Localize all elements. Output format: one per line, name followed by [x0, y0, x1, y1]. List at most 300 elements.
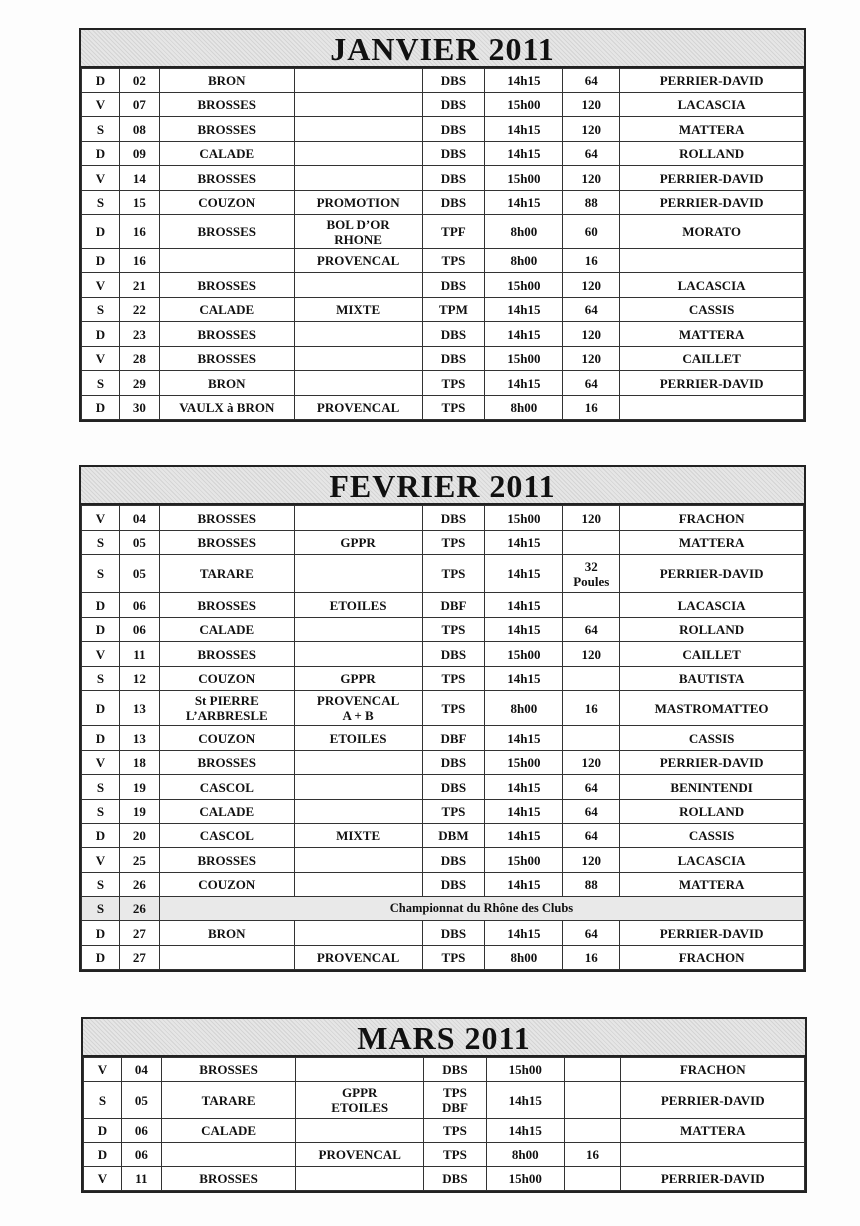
cell-type: DBS — [422, 775, 485, 800]
cell-day: S — [84, 1082, 122, 1119]
cell-day: S — [82, 371, 120, 396]
table-row — [82, 642, 804, 667]
cell-event: PROMOTION — [294, 191, 422, 215]
cell-place: BROSSES — [159, 347, 294, 371]
cell-time: 15h00 — [485, 642, 563, 667]
cell-teams — [564, 1058, 621, 1082]
cell-place: VAULX à BRON — [159, 396, 294, 420]
table-row — [82, 322, 804, 347]
cell-place: BROSSES — [159, 322, 294, 347]
cell-arbiter: MATTERA — [620, 531, 804, 555]
cell-type: TPS — [422, 618, 485, 642]
cell-type: TPS — [422, 371, 485, 396]
cell-teams: 120 — [563, 166, 620, 191]
cell-type: DBS — [422, 873, 485, 897]
cell-type: DBS — [422, 273, 485, 298]
cell-date: 11 — [119, 642, 159, 667]
cell-day: S — [82, 897, 120, 921]
cell-event — [294, 69, 422, 93]
cell-time: 15h00 — [485, 273, 563, 298]
cell-teams: 120 — [563, 322, 620, 347]
cell-time: 14h15 — [485, 921, 563, 946]
cell-day: D — [82, 249, 120, 273]
cell-day: V — [84, 1167, 122, 1191]
cell-arbiter: CAILLET — [620, 642, 804, 667]
cell-type: DBS — [422, 142, 485, 166]
cell-arbiter: CAILLET — [620, 347, 804, 371]
cell-time: 14h15 — [485, 873, 563, 897]
cell-day: S — [82, 800, 120, 824]
cell-type: DBS — [422, 322, 485, 347]
cell-place — [161, 1143, 296, 1167]
cell-place — [159, 946, 294, 970]
cell-date: 07 — [119, 93, 159, 117]
cell-time: 8h00 — [486, 1143, 564, 1167]
table-row — [82, 921, 804, 946]
month-fevrier — [79, 465, 806, 972]
cell-day: D — [82, 142, 120, 166]
cell-date: 05 — [119, 555, 159, 593]
table-row — [82, 873, 804, 897]
month-janvier — [79, 28, 806, 422]
cell-date: 11 — [121, 1167, 161, 1191]
cell-arbiter: PERRIER-DAVID — [620, 751, 804, 775]
cell-teams — [563, 531, 620, 555]
table-row — [82, 824, 804, 848]
cell-place: BROSSES — [159, 848, 294, 873]
cell-type: TPS — [422, 946, 485, 970]
cell-event: GPPR ETOILES — [296, 1082, 424, 1119]
cell-time: 14h15 — [485, 69, 563, 93]
cell-event — [294, 618, 422, 642]
cell-day: S — [82, 775, 120, 800]
cell-date: 04 — [121, 1058, 161, 1082]
cell-event — [294, 848, 422, 873]
cell-day: D — [82, 618, 120, 642]
cell-event — [294, 751, 422, 775]
cell-arbiter — [620, 249, 804, 273]
cell-time: 14h15 — [485, 371, 563, 396]
cell-day: S — [82, 667, 120, 691]
cell-type: DBS — [422, 751, 485, 775]
cell-event: PROVENCAL A + B — [294, 691, 422, 726]
cell-type: TPS — [422, 531, 485, 555]
cell-teams: 64 — [563, 824, 620, 848]
cell-date: 20 — [119, 824, 159, 848]
cell-day: S — [82, 191, 120, 215]
cell-event — [294, 117, 422, 142]
cell-date: 28 — [119, 347, 159, 371]
cell-teams: 64 — [563, 298, 620, 322]
championship-note: Championnat du Rhône des Clubs — [159, 897, 803, 921]
cell-event — [294, 921, 422, 946]
month-title: FEVRIER 2011 — [81, 467, 804, 505]
cell-type: DBS — [422, 166, 485, 191]
cell-day: D — [82, 946, 120, 970]
table-row — [82, 800, 804, 824]
cell-type: TPF — [422, 215, 485, 249]
cell-arbiter: FRACHON — [620, 946, 804, 970]
table-row — [82, 347, 804, 371]
schedule-table — [81, 68, 804, 420]
cell-teams: 64 — [563, 775, 620, 800]
cell-place: CALADE — [159, 800, 294, 824]
cell-type: TPS — [422, 800, 485, 824]
cell-place: TARARE — [161, 1082, 296, 1119]
cell-day: D — [82, 215, 120, 249]
table-row — [82, 298, 804, 322]
cell-date: 22 — [119, 298, 159, 322]
cell-teams: 16 — [564, 1143, 621, 1167]
cell-place: BRON — [159, 69, 294, 93]
cell-date: 08 — [119, 117, 159, 142]
cell-event: GPPR — [294, 667, 422, 691]
table-row — [84, 1082, 805, 1119]
cell-type: DBS — [424, 1058, 487, 1082]
cell-arbiter: CASSIS — [620, 726, 804, 751]
cell-date: 09 — [119, 142, 159, 166]
month-mars — [81, 1017, 807, 1193]
cell-day: D — [82, 322, 120, 347]
cell-day: V — [82, 751, 120, 775]
cell-arbiter: ROLLAND — [620, 142, 804, 166]
cell-date: 06 — [121, 1143, 161, 1167]
cell-time: 15h00 — [486, 1058, 564, 1082]
cell-date: 06 — [121, 1119, 161, 1143]
cell-type: TPM — [422, 298, 485, 322]
cell-day: V — [82, 347, 120, 371]
cell-date: 25 — [119, 848, 159, 873]
cell-event — [294, 642, 422, 667]
cell-arbiter: PERRIER-DAVID — [620, 371, 804, 396]
table-row — [82, 69, 804, 93]
cell-day: D — [82, 69, 120, 93]
cell-teams: 32 Poules — [563, 555, 620, 593]
cell-event: MIXTE — [294, 824, 422, 848]
cell-place: BROSSES — [161, 1167, 296, 1191]
cell-arbiter: LACASCIA — [620, 593, 804, 618]
cell-time: 14h15 — [485, 298, 563, 322]
cell-event: BOL D’OR RHONE — [294, 215, 422, 249]
cell-arbiter: CASSIS — [620, 298, 804, 322]
cell-event — [294, 166, 422, 191]
cell-type: DBS — [424, 1167, 487, 1191]
cell-day: S — [82, 298, 120, 322]
table-row — [82, 93, 804, 117]
cell-time: 14h15 — [486, 1119, 564, 1143]
cell-arbiter: MATTERA — [620, 117, 804, 142]
table-row — [82, 531, 804, 555]
cell-time: 14h15 — [485, 555, 563, 593]
cell-arbiter: LACASCIA — [620, 273, 804, 298]
cell-date: 13 — [119, 726, 159, 751]
cell-event — [294, 347, 422, 371]
cell-event — [296, 1119, 424, 1143]
cell-teams: 120 — [563, 347, 620, 371]
cell-date: 29 — [119, 371, 159, 396]
cell-teams: 16 — [563, 249, 620, 273]
cell-teams: 88 — [563, 191, 620, 215]
cell-day: S — [82, 531, 120, 555]
cell-time: 15h00 — [486, 1167, 564, 1191]
cell-place: CALADE — [159, 298, 294, 322]
cell-time: 14h15 — [485, 142, 563, 166]
cell-date: 18 — [119, 751, 159, 775]
cell-type: DBS — [422, 506, 485, 531]
cell-teams: 64 — [563, 921, 620, 946]
cell-place: BROSSES — [161, 1058, 296, 1082]
cell-arbiter: PERRIER-DAVID — [620, 555, 804, 593]
cell-type: DBS — [422, 921, 485, 946]
cell-date: 13 — [119, 691, 159, 726]
cell-time: 14h15 — [485, 824, 563, 848]
cell-teams: 120 — [563, 117, 620, 142]
cell-type: TPS — [424, 1119, 487, 1143]
table-row — [82, 667, 804, 691]
cell-teams: 64 — [563, 800, 620, 824]
cell-time: 15h00 — [485, 166, 563, 191]
cell-time: 15h00 — [485, 93, 563, 117]
cell-event — [294, 322, 422, 347]
cell-day: V — [82, 166, 120, 191]
cell-place: CALADE — [159, 618, 294, 642]
cell-type: TPS — [422, 691, 485, 726]
cell-teams — [564, 1167, 621, 1191]
cell-time: 14h15 — [485, 531, 563, 555]
cell-arbiter: PERRIER-DAVID — [621, 1167, 805, 1191]
cell-place: TARARE — [159, 555, 294, 593]
cell-arbiter: MATTERA — [620, 322, 804, 347]
cell-date: 21 — [119, 273, 159, 298]
cell-event — [294, 555, 422, 593]
schedule-table — [81, 505, 804, 970]
cell-time: 14h15 — [485, 191, 563, 215]
cell-type: TPS — [422, 555, 485, 593]
cell-date: 05 — [121, 1082, 161, 1119]
month-title: JANVIER 2011 — [81, 30, 804, 68]
cell-place: BROSSES — [159, 215, 294, 249]
cell-day: V — [82, 642, 120, 667]
cell-teams — [563, 667, 620, 691]
cell-place: BROSSES — [159, 642, 294, 667]
cell-event — [294, 873, 422, 897]
cell-time: 14h15 — [485, 618, 563, 642]
cell-day: D — [84, 1119, 122, 1143]
cell-date: 15 — [119, 191, 159, 215]
table-row — [82, 751, 804, 775]
cell-place: COUZON — [159, 873, 294, 897]
cell-day: S — [82, 555, 120, 593]
cell-type: TPS — [422, 249, 485, 273]
cell-teams — [564, 1119, 621, 1143]
table-row — [82, 775, 804, 800]
cell-teams: 64 — [563, 371, 620, 396]
table-row — [82, 215, 804, 249]
table-row — [82, 166, 804, 191]
cell-date: 12 — [119, 667, 159, 691]
cell-event — [294, 142, 422, 166]
cell-type: DBS — [422, 191, 485, 215]
cell-arbiter: MASTROMATTEO — [620, 691, 804, 726]
cell-arbiter — [621, 1143, 805, 1167]
cell-teams: 16 — [563, 946, 620, 970]
cell-type: TPS — [422, 667, 485, 691]
cell-time: 14h15 — [486, 1082, 564, 1119]
cell-type: DBF — [422, 726, 485, 751]
cell-place: BROSSES — [159, 117, 294, 142]
cell-day: D — [84, 1143, 122, 1167]
cell-teams: 16 — [563, 396, 620, 420]
table-row — [84, 1167, 805, 1191]
cell-date: 23 — [119, 322, 159, 347]
cell-day: V — [82, 93, 120, 117]
cell-time: 8h00 — [485, 249, 563, 273]
table-row — [82, 506, 804, 531]
cell-time: 14h15 — [485, 322, 563, 347]
cell-place: COUZON — [159, 667, 294, 691]
cell-date: 27 — [119, 921, 159, 946]
cell-teams: 120 — [563, 642, 620, 667]
cell-arbiter: MATTERA — [620, 873, 804, 897]
cell-teams — [564, 1082, 621, 1119]
cell-teams — [563, 593, 620, 618]
cell-arbiter: PERRIER-DAVID — [620, 921, 804, 946]
cell-teams: 120 — [563, 751, 620, 775]
table-row — [82, 249, 804, 273]
cell-arbiter: PERRIER-DAVID — [620, 191, 804, 215]
cell-teams: 120 — [563, 273, 620, 298]
cell-time: 14h15 — [485, 667, 563, 691]
cell-time: 15h00 — [485, 848, 563, 873]
cell-time: 14h15 — [485, 593, 563, 618]
cell-arbiter: LACASCIA — [620, 848, 804, 873]
cell-day: D — [82, 726, 120, 751]
cell-teams: 120 — [563, 848, 620, 873]
cell-date: 19 — [119, 775, 159, 800]
cell-day: V — [82, 848, 120, 873]
table-row — [82, 396, 804, 420]
cell-time: 8h00 — [485, 946, 563, 970]
cell-day: D — [82, 593, 120, 618]
cell-teams: 64 — [563, 618, 620, 642]
cell-arbiter: LACASCIA — [620, 93, 804, 117]
cell-type: DBM — [422, 824, 485, 848]
cell-type: DBF — [422, 593, 485, 618]
cell-event: MIXTE — [294, 298, 422, 322]
table-row — [82, 726, 804, 751]
cell-teams: 60 — [563, 215, 620, 249]
table-row — [82, 142, 804, 166]
table-row — [82, 555, 804, 593]
table-row — [84, 1143, 805, 1167]
cell-date: 06 — [119, 593, 159, 618]
cell-date: 19 — [119, 800, 159, 824]
table-row — [82, 618, 804, 642]
cell-day: D — [82, 921, 120, 946]
cell-event: PROVENCAL — [294, 396, 422, 420]
cell-event — [294, 371, 422, 396]
cell-arbiter: CASSIS — [620, 824, 804, 848]
cell-teams: 16 — [563, 691, 620, 726]
cell-place: BROSSES — [159, 593, 294, 618]
cell-event: PROVENCAL — [296, 1143, 424, 1167]
cell-arbiter: ROLLAND — [620, 618, 804, 642]
table-row — [84, 1058, 805, 1082]
cell-event: ETOILES — [294, 726, 422, 751]
cell-type: TPS — [422, 396, 485, 420]
cell-arbiter: PERRIER-DAVID — [620, 166, 804, 191]
cell-event: PROVENCAL — [294, 249, 422, 273]
table-row — [82, 117, 804, 142]
cell-event — [294, 93, 422, 117]
cell-teams: 64 — [563, 142, 620, 166]
table-row — [82, 273, 804, 298]
cell-place: BROSSES — [159, 531, 294, 555]
table-row — [82, 191, 804, 215]
cell-date: 30 — [119, 396, 159, 420]
cell-type: DBS — [422, 848, 485, 873]
cell-arbiter: BENINTENDI — [620, 775, 804, 800]
cell-event: ETOILES — [294, 593, 422, 618]
table-row — [82, 848, 804, 873]
cell-time: 15h00 — [485, 751, 563, 775]
cell-type: DBS — [422, 642, 485, 667]
cell-arbiter: FRACHON — [620, 506, 804, 531]
table-row — [82, 897, 804, 921]
table-row — [82, 691, 804, 726]
cell-teams: 120 — [563, 93, 620, 117]
cell-place: CASCOL — [159, 824, 294, 848]
cell-date: 26 — [119, 897, 159, 921]
cell-place: COUZON — [159, 191, 294, 215]
table-row — [82, 593, 804, 618]
cell-place: BROSSES — [159, 751, 294, 775]
cell-day: D — [82, 691, 120, 726]
cell-place — [159, 249, 294, 273]
cell-day: D — [82, 396, 120, 420]
cell-time: 14h15 — [485, 117, 563, 142]
cell-event: GPPR — [294, 531, 422, 555]
cell-place: BROSSES — [159, 506, 294, 531]
cell-event — [296, 1167, 424, 1191]
cell-place: CALADE — [159, 142, 294, 166]
cell-arbiter: MORATO — [620, 215, 804, 249]
cell-date: 06 — [119, 618, 159, 642]
table-row — [84, 1119, 805, 1143]
cell-place: BRON — [159, 921, 294, 946]
table-row — [82, 946, 804, 970]
cell-place: BROSSES — [159, 166, 294, 191]
cell-date: 02 — [119, 69, 159, 93]
cell-arbiter: PERRIER-DAVID — [620, 69, 804, 93]
cell-type: TPS DBF — [424, 1082, 487, 1119]
cell-time: 14h15 — [485, 726, 563, 751]
cell-arbiter: BAUTISTA — [620, 667, 804, 691]
cell-time: 15h00 — [485, 347, 563, 371]
cell-day: V — [82, 506, 120, 531]
table-row — [82, 371, 804, 396]
cell-date: 14 — [119, 166, 159, 191]
cell-type: DBS — [422, 347, 485, 371]
cell-arbiter — [620, 396, 804, 420]
cell-type: DBS — [422, 69, 485, 93]
cell-event — [294, 273, 422, 298]
cell-place: St PIERRE L’ARBRESLE — [159, 691, 294, 726]
cell-date: 16 — [119, 249, 159, 273]
cell-teams — [563, 726, 620, 751]
cell-day: V — [84, 1058, 122, 1082]
cell-arbiter: MATTERA — [621, 1119, 805, 1143]
